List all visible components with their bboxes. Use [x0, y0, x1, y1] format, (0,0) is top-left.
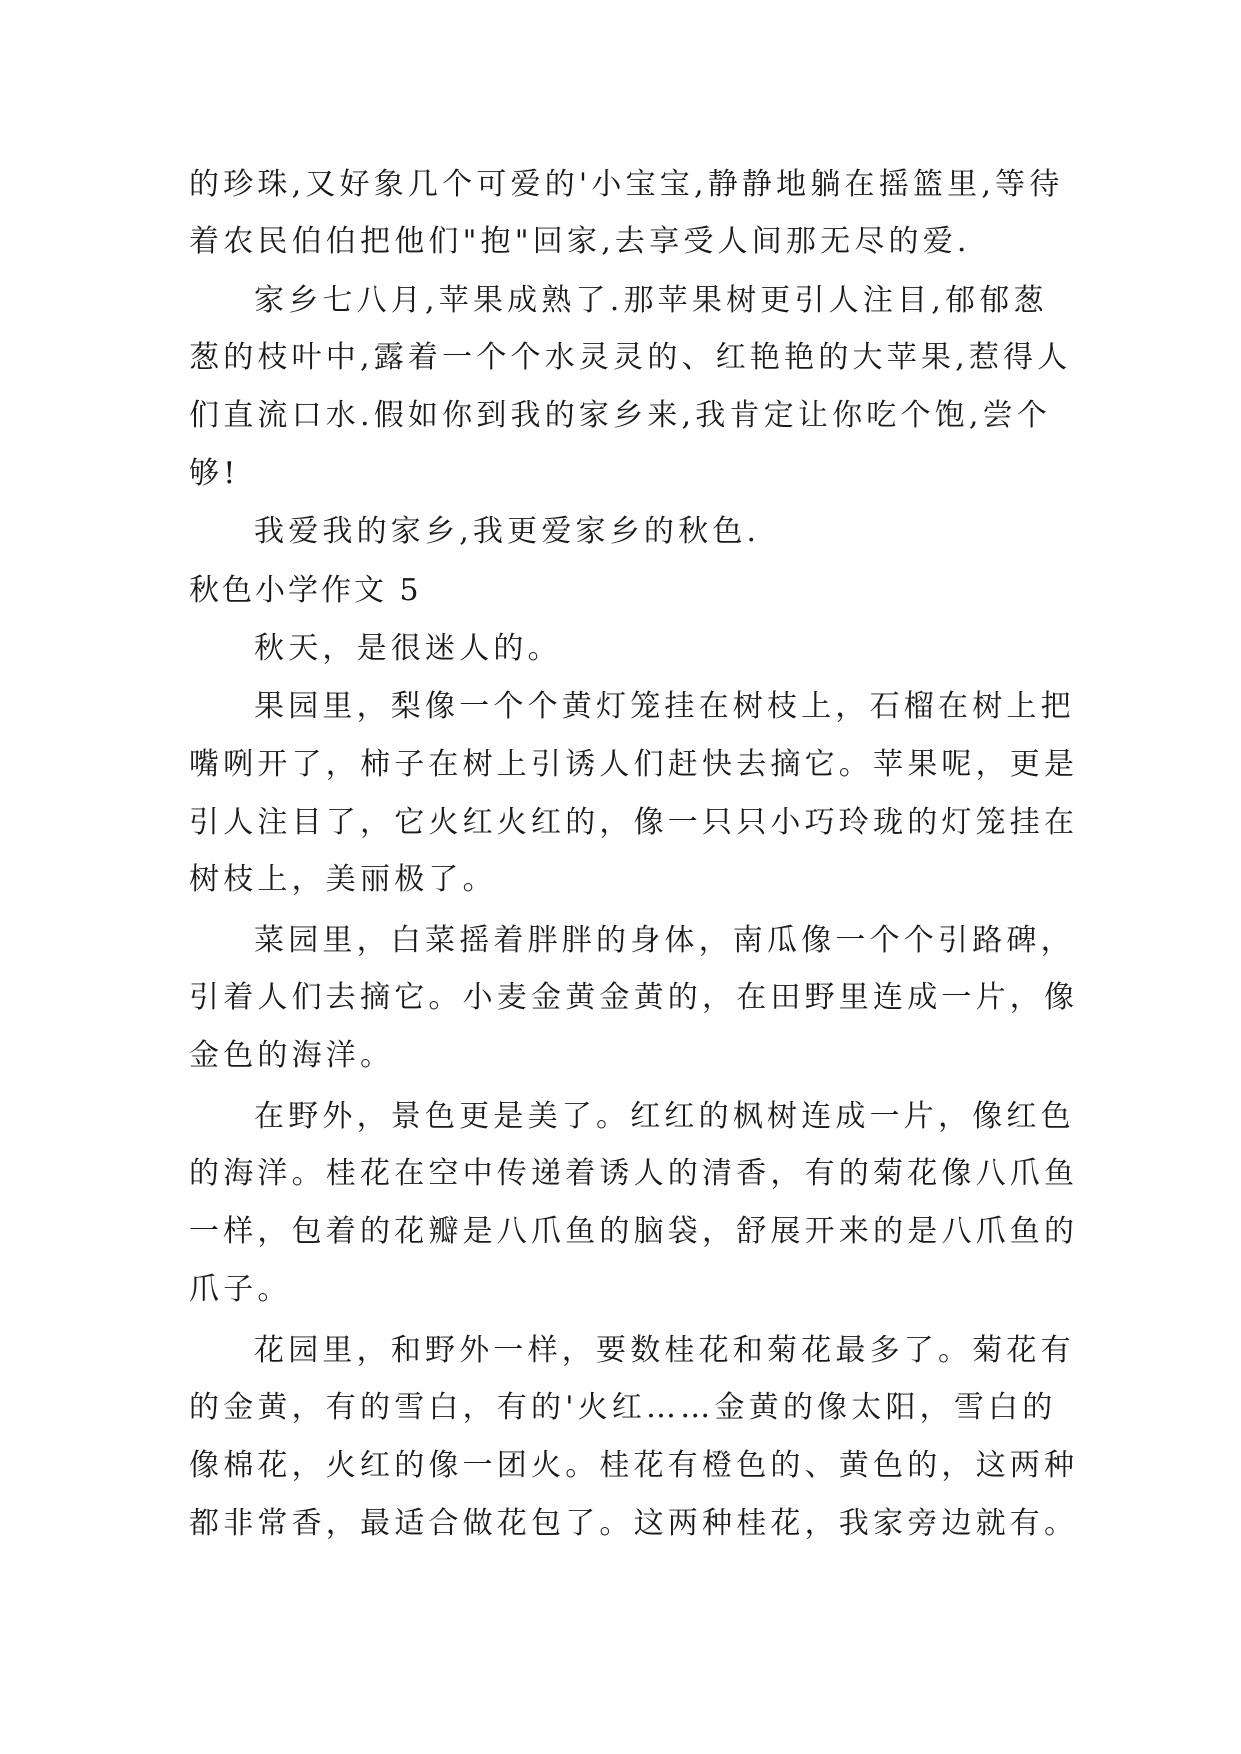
paragraph-start-line: 果园里，梨像一个个黄灯笼挂在树枝上，石榴在树上把: [254, 689, 1075, 724]
text-line: 的海洋。桂花在空中传递着诱人的清香，有的菊花像八爪鱼: [189, 1156, 1079, 1191]
text-line: 爪子。: [189, 1272, 292, 1307]
text-line: 的珍珠,又好象几个可爱的'小宝宝,静静地躺在摇篮里,等待: [189, 167, 1064, 202]
text-line: 引人注目了，它火红火红的，像一只只小巧玲珑的灯笼挂在: [189, 805, 1079, 840]
paragraph-start-line: 家乡七八月,苹果成熟了.那苹果树更引人注目,郁郁葱: [254, 283, 1048, 318]
paragraph-start-line: 秋天，是很迷人的。: [254, 631, 562, 666]
text-line: 着农民伯伯把他们"抱"回家,去享受人间那无尽的爱.: [189, 224, 971, 259]
section-heading: 秋色小学作文 5: [189, 573, 422, 608]
text-line: 的金黄，有的雪白，有的'火红……金黄的像太阳，雪白的: [189, 1390, 1057, 1425]
text-line: 引着人们去摘它。小麦金黄金黄的，在田野里连成一片，像: [189, 980, 1079, 1015]
paragraph-start-line: 我爱我的家乡,我更爱家乡的秋色.: [254, 514, 761, 549]
text-line: 葱的枝叶中,露着一个个水灵灵的、红艳艳的大苹果,惹得人: [189, 340, 1072, 375]
text-line: 嘴咧开了，柿子在树上引诱人们赶快去摘它。苹果呢，更是: [189, 747, 1079, 782]
paragraph-start-line: 菜园里，白菜摇着胖胖的身体，南瓜像一个个引路碑，: [254, 923, 1075, 958]
paragraph-start-line: 花园里，和野外一样，要数桂花和菊花最多了。菊花有: [254, 1333, 1075, 1368]
text-line: 都非常香，最适合做花包了。这两种桂花，我家旁边就有。: [189, 1506, 1079, 1541]
paragraph-start-line: 在野外，景色更是美了。红红的枫树连成一片，像红色: [254, 1099, 1075, 1134]
text-line: 们直流口水.假如你到我的家乡来,我肯定让你吃个饱,尝个: [189, 398, 1052, 433]
text-line: 一样，包着的花瓣是八爪鱼的脑袋，舒展开来的是八爪鱼的: [189, 1214, 1079, 1249]
text-line: 够!: [189, 456, 240, 491]
text-line: 树枝上，美丽极了。: [189, 862, 497, 897]
text-line: 像棉花，火红的像一团火。桂花有橙色的、黄色的，这两种: [189, 1448, 1079, 1483]
text-line: 金色的海洋。: [189, 1038, 395, 1073]
